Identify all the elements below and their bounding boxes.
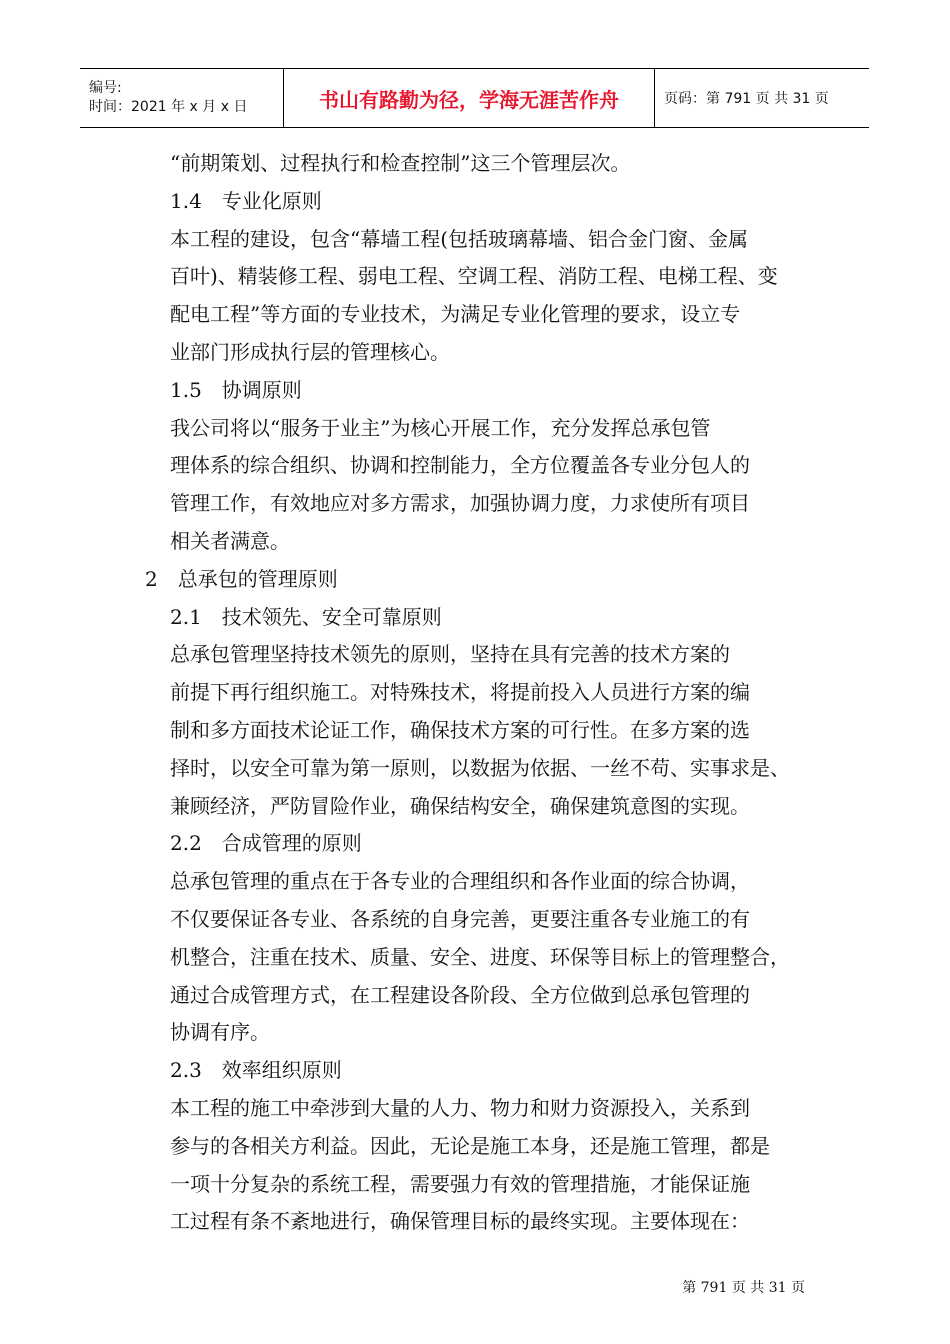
paragraph-line: 前提下再行组织施工。对特殊技术，将提前投入人员进行方案的编 [170, 680, 750, 705]
subsection-heading: 2.2 合成管理的原则 [170, 831, 362, 856]
header-motto: 书山有路勤为径，学海无涯苦作舟 [283, 69, 655, 127]
paragraph-line: 参与的各相关方利益。因此，无论是施工本身，还是施工管理，都是 [170, 1133, 770, 1158]
header-page-info: 页码：第 791 页 共 31 页 [664, 91, 829, 107]
paragraph-line: 制和多方面技术论证工作，确保技术方案的可行性。在多方案的选 [170, 718, 750, 742]
paragraph-line: 择时，以安全可靠为第一原则，以数据为依据、一丝不苟、实事求是、 [170, 755, 790, 780]
paragraph-line: 相关者满意。 [170, 529, 290, 553]
paragraph-line: 百叶)、精装修工程、弱电工程、空调工程、消防工程、电梯工程、变 [170, 264, 778, 289]
paragraph-line: 总承包管理坚持技术领先的原则，坚持在具有完善的技术方案的 [170, 642, 730, 667]
subsection-heading: 2.1 技术领先、安全可靠原则 [170, 604, 442, 629]
page-footer: 第 791 页 共 31 页 [682, 1280, 805, 1296]
paragraph-line: 通过合成管理方式，在工程建设各阶段、全方位做到总承包管理的 [170, 982, 750, 1007]
paragraph-line: “前期策划、过程执行和检查控制”这三个管理层次。 [170, 151, 631, 175]
paragraph-line: 配电工程”等方面的专业技术，为满足专业化管理的要求，设立专 [170, 302, 741, 327]
subsection-heading: 2.3 效率组织原则 [170, 1058, 342, 1083]
paragraph-line: 管理工作，有效地应对多方需求，加强协调力度，力求使所有项目 [170, 491, 750, 516]
page-header [80, 68, 869, 128]
paragraph-line: 业部门形成执行层的管理核心。 [170, 340, 450, 364]
paragraph-line: 我公司将以“服务于业主”为核心开展工作，充分发挥总承包管 [170, 415, 711, 440]
paragraph-line: 总承包管理的重点在于各专业的合理组织和各作业面的综合协调， [170, 869, 750, 894]
paragraph-line: 兼顾经济，严防冒险作业，确保结构安全，确保建筑意图的实现。 [170, 793, 750, 818]
paragraph-line: 机整合，注重在技术、质量、安全、进度、环保等目标上的管理整合， [170, 944, 790, 969]
paragraph-line: 本工程的建设，包含“幕墙工程(包括玻璃幕墙、铝合金门窗、金属 [170, 226, 749, 251]
paragraph-line: 不仅要保证各专业、各系统的自身完善，更要注重各专业施工的有 [170, 907, 750, 931]
subsection-heading: 1.4 专业化原则 [170, 188, 322, 213]
header-time-label: 时间：2021 年 x 月 x 日 [89, 99, 248, 115]
section-heading: 2 总承包的管理原则 [145, 566, 338, 591]
header-number-label: 编号: [89, 80, 122, 96]
paragraph-line: 本工程的施工中牵涉到大量的人力、物力和财力资源投入，关系到 [170, 1096, 750, 1120]
paragraph-line: 协调有序。 [170, 1020, 270, 1045]
paragraph-line: 工过程有条不紊地进行，确保管理目标的最终实现。主要体现在： [170, 1209, 750, 1234]
paragraph-line: 一项十分复杂的系统工程，需要强力有效的管理措施，才能保证施 [170, 1171, 750, 1196]
header-meta [80, 69, 283, 127]
paragraph-line: 理体系的综合组织、协调和控制能力，全方位覆盖各专业分包人的 [170, 453, 750, 478]
subsection-heading: 1.5 协调原则 [170, 377, 302, 402]
